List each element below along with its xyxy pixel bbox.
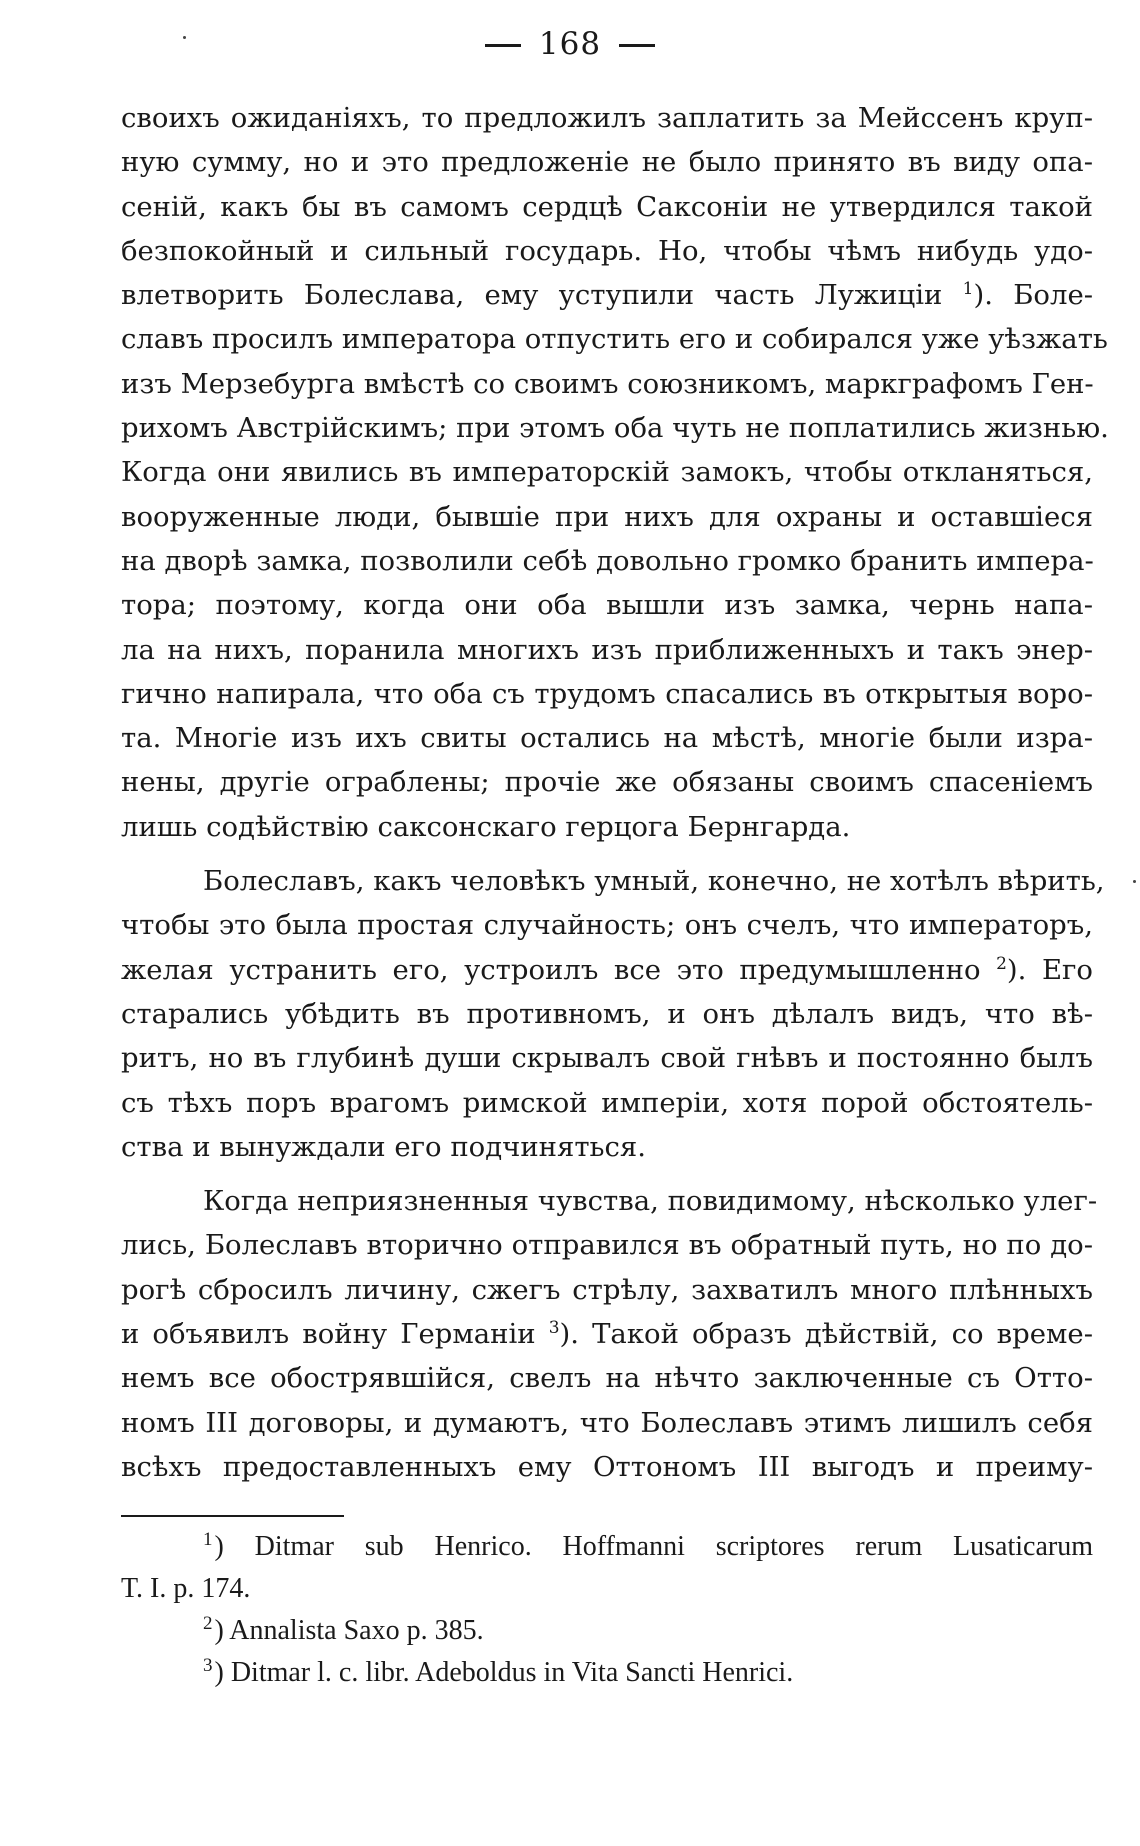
text-line [121,1312,1093,1356]
text-segment: влетворить Болеслава, ему уступили часть Лужицiи [121,279,943,312]
page-number: 168 [538,26,602,62]
text-line: гично напирала, что оба съ трудомъ спасались въ открытыя воро- [121,677,1093,710]
text-line: старались убѣдить въ противномъ, и онъ дѣлалъ видъ, что вѣ- [121,997,1093,1030]
text-line: славъ просилъ императора отпустить его и собирался уже уѣзжать [121,323,1108,356]
page-header [0,26,1140,62]
footnotes [121,1526,1093,1694]
text-line: ства и вынуждали его подчиняться. [121,1130,647,1163]
text-segment: и объявилъ войну Германiи [121,1318,536,1351]
footnote-1 [121,1526,1093,1568]
text-line: сенiй, какъ бы въ самомъ сердцѣ Саксонiи не утвердился такой [121,190,1093,223]
text-line: номъ III договоры, и думаютъ, что Болеславъ этимъ лишилъ себя [121,1406,1093,1439]
text-line: ритъ, но въ глубинѣ души скрывалъ свой гнѣвъ и постоянно былъ [121,1042,1093,1075]
text-line: Болеславъ, какъ человѣкъ умный, конечно, не хотѣлъ вѣрить, [203,865,1105,898]
text-segment: желая устранить его, устроилъ все это предумышленно [121,953,981,986]
paragraph-3 [121,1179,1098,1489]
text-line: всѣхъ предоставленныхъ ему Оттономъ III выгодъ и преиму- [121,1450,1093,1483]
text-line: Когда они явились въ императорскiй замокъ, чтобы откланяться, [121,456,1093,489]
text-segment: ). Его [1006,953,1093,986]
text-line: та. Многiе изъ ихъ свиты остались на мѣстѣ, многiе были изра- [121,722,1093,755]
footnote-mark: 1 [203,1528,213,1550]
footnote-2 [121,1610,1093,1652]
text-line: вооруженные люди, бывшiе при нихъ для охраны и оставшiеся [121,500,1093,533]
footnote-3 [121,1652,1093,1694]
header-dash-right [619,44,655,47]
text-line: съ тѣхъ поръ врагомъ римской имперiи, хотя порой обстоятель- [121,1086,1093,1119]
footnote-ref-3: 3 [548,1317,560,1338]
scan-speck [1133,880,1136,883]
text-line [121,273,1093,317]
footnote-text: ) Ditmar sub Henrico. Hoffmanni scriptores rerum Lusaticarum [214,1531,1093,1562]
text-line: своихъ ожиданiяхъ, то предложилъ заплатить за Мейссенъ круп- [121,102,1093,134]
text-line: рогѣ сбросилъ личину, сжегъ стрѣлу, захватилъ много плѣнныхъ [121,1273,1093,1306]
text-line: ную сумму, но и это предложенiе не было принято въ виду опа- [121,146,1093,179]
text-line: лишь содѣйствiю саксонскаго герцога Бернгарда. [121,810,851,843]
footnote-text: ) Ditmar l. c. libr. Adeboldus in Vita Sancti Henrici. [214,1657,794,1688]
text-line: ла на нихъ, поранила многихъ изъ приближенныхъ и такъ энер- [121,633,1093,666]
text-line: изъ Мерзебурга вмѣстѣ со своимъ союзникомъ, маркграфомъ Ген- [121,367,1094,400]
text-line: тора; поэтому, когда они оба вышли изъ замка, чернь напа- [121,589,1093,622]
text-line: немъ все обострявшiйся, свелъ на нѣчто заключенные съ Отто- [121,1362,1093,1395]
text-line [121,948,1093,992]
paragraph-2 [121,859,1105,1169]
text-segment: ). Боле- [973,279,1094,312]
text-line: на дворѣ замка, позволили себѣ довольно громко бранить импера- [121,544,1094,577]
scan-speck [183,36,186,39]
text-line: нены, другiе ограблены; прочiе же обязаны своимъ спасенiемъ [121,766,1093,799]
text-segment: ). Такой образъ дѣйствiй, со време- [559,1318,1093,1351]
footnote-ref-2: 2 [996,953,1007,974]
text-line: Когда неприязненныя чувства, повидимому, нѣсколько улег- [203,1185,1098,1218]
text-line: рихомъ Австрiйскимъ; при этомъ оба чуть не поплатились жизнью. [121,412,1109,445]
text-line: безпокойный и сильный государь. Но, чтобы чѣмъ нибудь удо- [121,234,1093,267]
footnote-separator [121,1515,344,1517]
footnote-mark: 3 [203,1654,213,1676]
header-dash-left [485,44,521,47]
footnote-ref-1: 1 [962,279,974,300]
body-text [121,96,1109,1489]
footnote-mark: 2 [203,1612,213,1634]
text-line: лись, Болеславъ вторично отправился въ обратный путь, но по до- [121,1229,1093,1262]
paragraph-1 [121,96,1109,849]
footnote-text: ) Annalista Saxo p. 385. [214,1615,484,1646]
text-line: чтобы это была простая случайность; онъ счелъ, что императоръ, [121,909,1093,942]
footnote-1-continued: T. I. p. 174. [121,1573,251,1604]
